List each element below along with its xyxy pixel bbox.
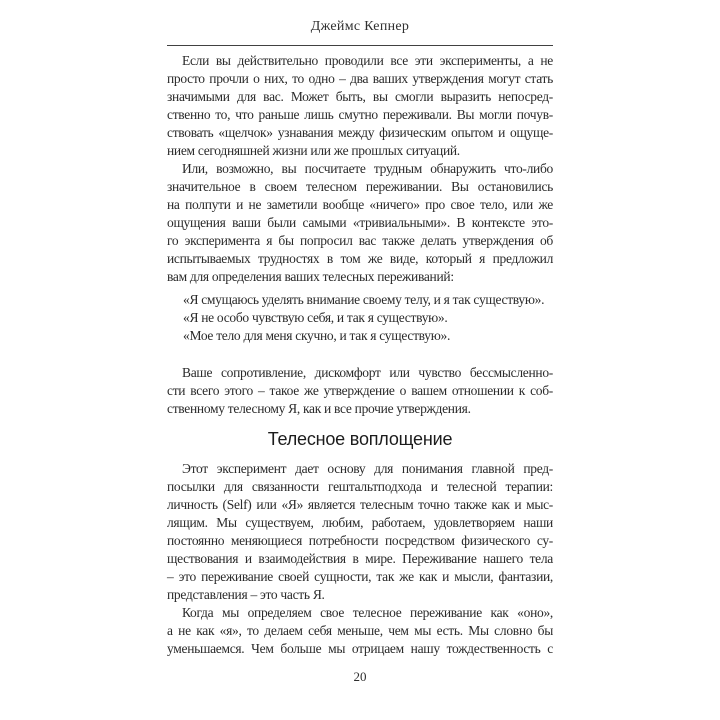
text-line: нием сегодняшней жизни или же прошлых ситуаций. <box>167 143 460 158</box>
quote-block <box>167 291 553 345</box>
header-rule <box>167 45 553 46</box>
text-line: представления – это часть Я. <box>167 587 325 602</box>
paragraph <box>167 160 553 286</box>
text-line: посылки для связанности гештальтподхода и телесной терапии: <box>167 479 553 494</box>
text-line: а не как «я», то делаем себя меньше, чем мы есть. Мы словно бы <box>167 623 553 638</box>
text-column <box>167 52 553 658</box>
section-heading: Телесное воплощение <box>267 429 453 449</box>
quote-line: «Я смущаюсь уделять внимание своему телу, и я так существую». <box>183 292 545 307</box>
running-head-author: Джеймс Кепнер <box>310 19 410 34</box>
quote-line: «Мое тело для меня скучно, и так я существую». <box>183 328 451 343</box>
paragraph <box>167 460 553 604</box>
text-line: личность (Self) или «Я» является телесным точно также как и мыс- <box>167 497 553 512</box>
text-line: Когда мы определяем свое телесное переживание как «оно», <box>182 605 553 620</box>
text-line: значимыми для вас. Может быть, вы смогли выразить непосред- <box>167 89 553 104</box>
page-number: 20 <box>353 669 367 684</box>
text-line: сти всего этого – такое же утверждение о вашем отношении к соб- <box>167 383 553 398</box>
text-line: вам для определения ваших телесных переживаний: <box>167 269 454 284</box>
text-line: Ваше сопротивление, дискомфорт или чувство бессмысленно- <box>182 365 553 380</box>
text-line: Если вы действительно проводили все эти эксперименты, а не <box>182 53 553 68</box>
text-line: ощущения ваши были самыми «тривиальными». В контексте это- <box>167 215 553 230</box>
text-line: Этот эксперимент дает основу для понимания главной пред- <box>182 461 553 476</box>
paragraph <box>167 604 553 658</box>
text-line: ствовать «щелчок» узнавания между физическим опытом и ощуще- <box>167 125 553 140</box>
text-line: Или, возможно, вы посчитаете трудным обнаружить что-либо <box>182 161 553 176</box>
text-line: ственно то, что раньше лишь смутно переживали. Вы могли почув- <box>167 107 553 122</box>
text-line: значительное в своем телесном переживании. Вы остановились <box>167 179 553 194</box>
text-line: лящим. Мы существуем, любим, работаем, удовлетворяем наши <box>167 515 553 530</box>
quote-line: «Я не особо чувствую себя, и так я существую». <box>183 310 448 325</box>
text-line: го эксперимента я бы попросил вас также делать утверждения об <box>167 233 553 248</box>
text-line: постоянно меняющиеся потребности посредством физического су- <box>167 533 553 548</box>
text-line: уменьшаемся. Чем больше мы отрицаем нашу тождественность с <box>167 641 553 656</box>
text-line: ществования и взаимодействия в мире. Переживание нашего тела <box>167 551 553 566</box>
text-line: испытываемых трудностях в том же виде, который я предложил <box>167 251 553 266</box>
text-line: ственному телесному Я, как и все прочие утверждения. <box>167 401 471 416</box>
text-line: просто прочли о них, то одно – два ваших утверждения могут стать <box>167 71 553 86</box>
text-line: – это переживание своей сущности, так же как и мысли, фантазии, <box>167 569 553 584</box>
paragraph <box>167 52 553 160</box>
paragraph <box>167 364 553 418</box>
text-line: на полпути и не заметили вообще «ничего» про свое тело, или же <box>167 197 553 212</box>
